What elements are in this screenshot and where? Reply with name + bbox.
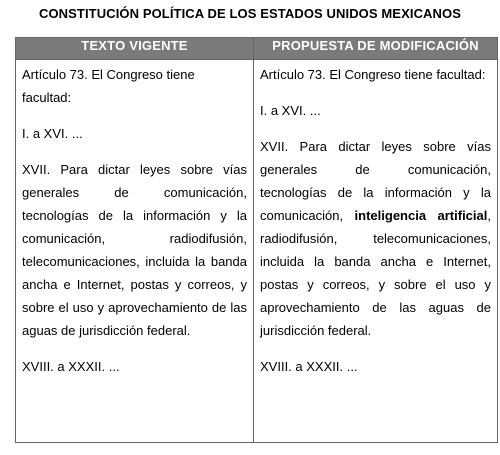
texto-vigente-cell (16, 60, 254, 443)
propuesta-cell (254, 60, 498, 443)
header-propuesta-modificacion: PROPUESTA DE MODIFICACIÓN (254, 38, 498, 60)
fractions-omitted: I. a XVI. ... (260, 103, 321, 118)
fractions-omitted: XVIII. a XXXII. ... (22, 359, 120, 374)
article-heading: Artículo 73. El Congreso tiene facultad: (260, 67, 486, 82)
fraction-xvii-pre: XVII. Para dictar leyes sobre vías generales de comunicación, tecnologías de la información y la comunicación, (260, 139, 491, 223)
article-heading: Artículo 73. El Congreso tiene facultad: (22, 67, 195, 105)
comparison-table (15, 37, 498, 443)
document-title: CONSTITUCIÓN POLÍTICA DE LOS ESTADOS UNIDOS MEXICANOS (38, 6, 462, 21)
fractions-omitted: XVIII. a XXXII. ... (260, 359, 358, 374)
fractions-omitted: I. a XVI. ... (22, 126, 83, 141)
fraction-xvii-text (260, 135, 491, 342)
fraction-xvii-text: XVII. Para dictar leyes sobre vías generales de comunicación, tecnologías de la información y la comunicación, radiodifusión, telecomunicaciones, incluida la banda ancha e Internet, postas y correos, y sobre el uso y aprovechamiento de las aguas de jurisdicción federal. (22, 162, 247, 338)
header-texto-vigente: TEXTO VIGENTE (16, 38, 254, 60)
table-row (16, 60, 498, 443)
table-header-row (16, 38, 498, 60)
highlighted-addition: inteligencia artificial (354, 208, 488, 223)
fraction-xvii-post: , radiodifusión, telecomunicaciones, incluida la banda ancha e Internet, postas y correos, y sobre el uso y aprovechamiento de las aguas de jurisdicción federal. (260, 208, 491, 338)
